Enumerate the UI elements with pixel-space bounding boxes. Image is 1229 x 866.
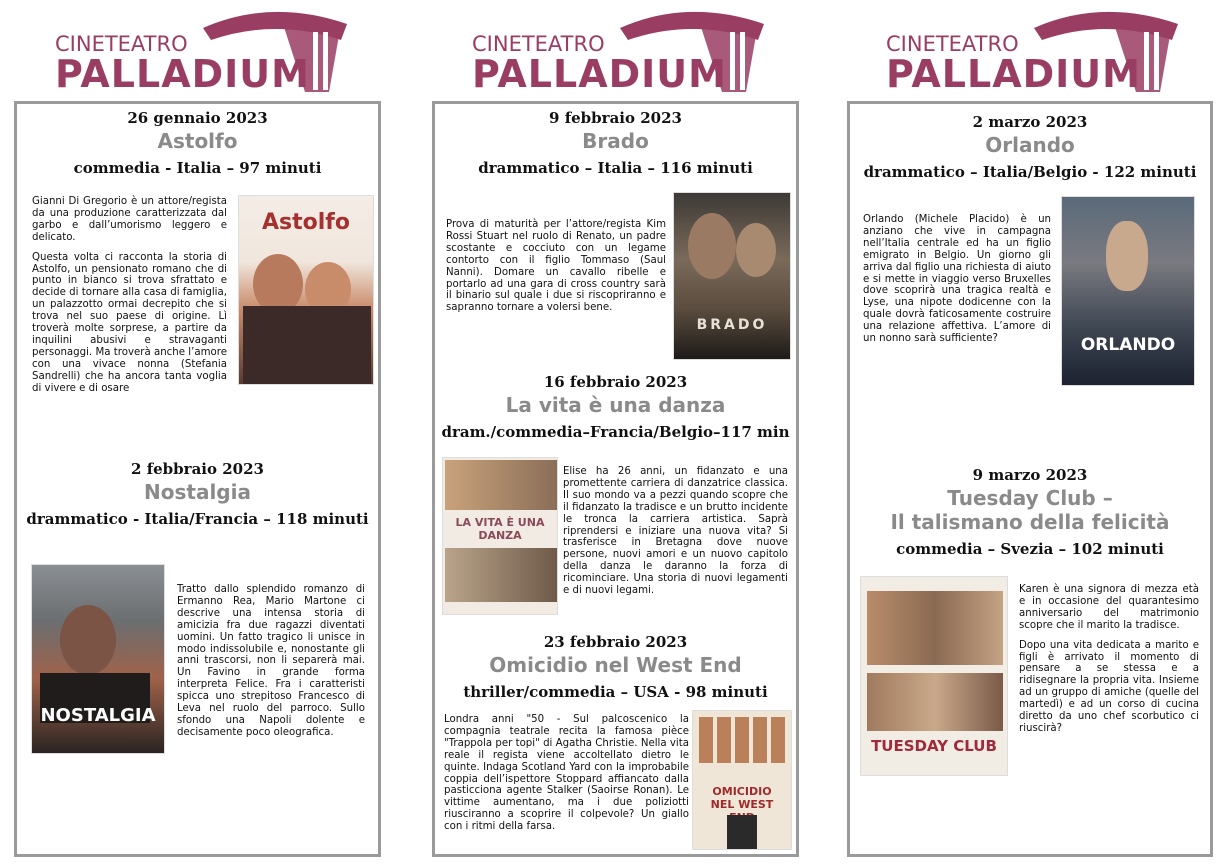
film-title: Orlando — [985, 133, 1075, 157]
poster-tuesday-club — [860, 576, 1008, 776]
film-nostalgia — [17, 460, 378, 528]
poster-orlando — [1061, 196, 1195, 386]
cineteatro-logo — [472, 6, 772, 98]
logo-cineteatro: CINETEATRO — [472, 32, 605, 56]
poster-title: NOSTALGIA — [40, 705, 156, 726]
film-astolfo — [17, 109, 378, 177]
poster-la-vita-e-una-danza — [442, 457, 558, 615]
poster-brado — [673, 192, 791, 360]
film-date: 9 marzo 2023 — [972, 466, 1088, 484]
film-title: La vita è una danza — [505, 393, 726, 417]
logo-cineteatro: CINETEATRO — [55, 32, 188, 56]
film-description: Prova di maturità per l’attore/regista Kim Rossi Stuart nel ruolo di Renato, un padre scostante e cocciuto con un legame contorto con il figlio Tommaso (Saul Nanni). Domare un cavallo ribelle e portarlo ad una gara di cross country sarà il binario sul quale i due si riscopriranno e sapranno tornare a volersi bene. — [446, 219, 666, 314]
film-meta: dram./commedia–Francia/Belgio–117 min — [441, 423, 790, 441]
film-date: 9 febbraio 2023 — [549, 109, 682, 127]
film-orlando — [850, 113, 1210, 181]
poster-title: ORLANDO — [1080, 335, 1176, 355]
film-meta: drammatico – Italia/Belgio - 122 minuti — [863, 163, 1197, 181]
film-description: Elise ha 26 anni, un fidanzato e una promettente carriera di danzatrice classica. Il suo mondo va a pezzi quando scopre che il fidanzato la tradisce e un brutto incidente le tronca la carriera artistica. Saprà riprendersi e iniziare una nuova vita? Si trasferisce in Bretagna dove nuove persone, nuovi amori e un nuovo capitolo della danza le daranno la forza di ricominciare. Una storia di nuovi legamenti e di nuovi legami. — [563, 466, 788, 597]
film-brado — [435, 109, 796, 177]
poster-astolfo — [238, 195, 374, 385]
film-title-line2: Il talismano della felicità — [890, 510, 1170, 534]
program-column-3 — [847, 101, 1213, 857]
film-meta: thriller/commedia – USA - 98 minuti — [463, 683, 768, 701]
poster-nostalgia — [31, 564, 165, 754]
film-title: Nostalgia — [144, 480, 251, 504]
film-meta: drammatico - Italia/Francia – 118 minuti — [26, 510, 369, 528]
film-title: Brado — [582, 129, 649, 153]
program-column-2 — [432, 101, 799, 857]
film-title: Tuesday Club – — [947, 486, 1113, 510]
logo-cineteatro: CINETEATRO — [886, 32, 1019, 56]
cineteatro-logo — [55, 6, 355, 98]
logo-palladium: PALLADIUM — [472, 52, 727, 96]
film-date: 2 marzo 2023 — [972, 113, 1088, 131]
poster-title: OMICIDIO NEL WEST — [710, 785, 774, 811]
film-title: Omicidio nel West End — [489, 653, 742, 677]
cineteatro-logo — [886, 6, 1186, 98]
poster-omicidio-nel-west-end — [692, 710, 792, 850]
logo-palladium: PALLADIUM — [886, 52, 1141, 96]
film-date: 23 febbraio 2023 — [543, 633, 688, 651]
film-description: Karen è una signora di mezza età e in occasione del quarantesimo anniversario del matrimonio scopre che il marito la tradisce. Dopo una vita dedicata a marito e figli è arrivato il momento di pensare a se stessa e a ridisegnare la propria vita. Insieme ad un gruppo di amiche (quelle del martedì) e ad un corso di cucina diretto da uno chef scorbutico ci riuscirà? — [1019, 584, 1199, 734]
poster-title: TUESDAY CLUB — [871, 737, 997, 755]
film-date: 2 febbraio 2023 — [131, 460, 264, 478]
film-meta: commedia - Italia – 97 minuti — [73, 159, 322, 177]
film-description: Tratto dallo splendido romanzo di Ermanno Rea, Mario Martone ci descrive una intensa storia di amicizia fra due ragazzi diventati uomini. Un fatto tragico li unisce in modo indissolubile e, nonostante gli anni trascorsi, non li separerà mai. Un Favino in grande forma interpreta Felice. Fra i caratteristi spicca uno strepitoso Francesco di Leva nel ruolo del parroco. Sullo sfondo una Napoli dolente e decisamente poco oleografica. — [177, 584, 365, 738]
film-description: Orlando (Michele Placido) è un anziano che vive in campagna nell’Italia centrale ed ha un figlio emigrato in Belgio. Un giorno gli arriva dal figlio una richiesta di aiuto e si mette in viaggio verso Bruxelles dove scoprirà una tragica realtà e Lyse, una nipote dodicenne con la quale dovrà faticosamente costruire una relazione affettiva. L’amore di un nonno sarà sufficiente? — [863, 214, 1051, 345]
poster-title: BRADO — [696, 317, 768, 333]
film-date: 16 febbraio 2023 — [543, 373, 688, 391]
program-column-1 — [14, 101, 381, 857]
poster-title: LA VITA È UNA DANZA — [455, 516, 545, 542]
film-meta: drammatico – Italia – 116 minuti — [478, 159, 753, 177]
poster-title: Astolfo — [262, 210, 350, 235]
film-la-vita-e-una-danza — [435, 373, 796, 441]
film-omicidio-nel-west-end — [435, 633, 796, 701]
film-description: Londra anni "50 - Sul palcoscenico la compagnia teatrale recita la famosa pièce "Trappola per topi" di Agatha Christie. Nella vita reale il regista viene accoltellato dietro le quinte. Indaga Scotland Yard con la improbabile coppia dell’ispettore Stoppard affiancato dalla pasticciona agente Stalker (Saoirse Ronan). Le vittime aumentano, ma i due poliziotti riusciranno a scoprire il colpevole? Un giallo con i ritmi della farsa. — [444, 714, 689, 833]
film-date: 26 gennaio 2023 — [127, 109, 268, 127]
film-meta: commedia – Svezia – 102 minuti — [896, 540, 1164, 558]
logo-palladium: PALLADIUM — [55, 52, 310, 96]
film-title: Astolfo — [157, 129, 238, 153]
film-tuesday-club — [850, 466, 1210, 558]
film-description: Gianni Di Gregorio è un attore/regista da una produzione caratterizzata dal garbo e dall’umorismo leggero e delicato. Questa volta ci racconta la storia di Astolfo, un pensionato romano che di punto in bianco si trova sfrattato e decide di tornare alla casa di famiglia, un palazzotto ormai decrepito che si trova nel suo paese di origine. Lì troverà molte sorprese, a partire da inquilini abusivi e stravaganti personaggi. Ma troverà anche l’amore con una vivace nonna (Stefania Sandrelli) che ha ancora tanta voglia di vivere e di osare — [32, 196, 227, 394]
